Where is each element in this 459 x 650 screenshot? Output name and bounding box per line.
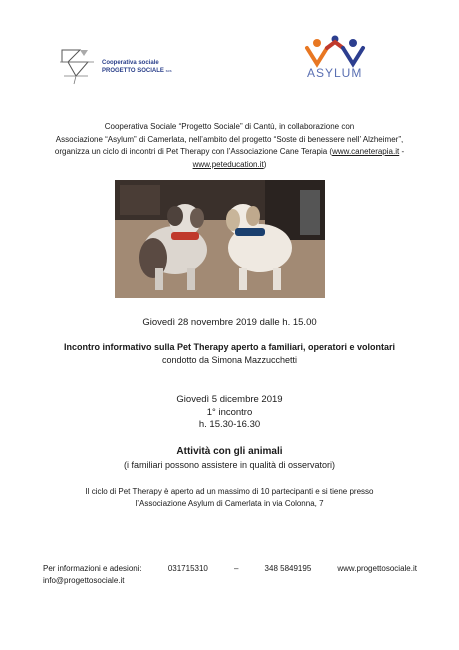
progetto-sociale-emblem-icon	[58, 46, 96, 86]
asylum-wordmark: ASYLUM	[307, 66, 363, 80]
logo-left-line1: Cooperativa sociale	[102, 60, 159, 66]
dogs-photo	[115, 180, 325, 298]
cycle-line-1: Il ciclo di Pet Therapy è aperto ad un massimo di 10 partecipanti e si tiene presso	[85, 487, 374, 496]
caneterapia-link[interactable]: www.caneterapia.it	[332, 147, 400, 156]
cycle-info	[0, 486, 459, 509]
progetto-sociale-logo	[58, 46, 188, 86]
asylum-figures-icon	[303, 34, 367, 68]
contacts-row	[43, 563, 417, 575]
asylum-logo	[303, 34, 373, 84]
email-link[interactable]: info@progettosociale.it	[43, 576, 125, 585]
intro-line-3: organizza un ciclo di incontri di Pet Therapy con l’Associazione Cane Terapia (www.caneterapia.it -	[54, 147, 405, 156]
event1-subtitle: condotto da Simona Mazzucchetti	[161, 355, 298, 365]
contacts-block	[43, 563, 417, 587]
intro-line-4: www.peteducation.it)	[192, 159, 267, 169]
event2-time: h. 15.30-16.30	[198, 419, 261, 430]
event2-block	[0, 394, 459, 432]
intro-line-1: Cooperativa Sociale “Progetto Sociale” di Cantù, in collaborazione con	[104, 122, 355, 131]
logo-left-line2: PROGETTO SOCIALE scs	[102, 68, 172, 74]
event2-date: Giovedì 5 dicembre 2019	[176, 394, 283, 405]
event2-title: Attività con gli animali	[176, 446, 283, 457]
event1-date: Giovedì 28 novembre 2019 dalle h. 15.00	[142, 317, 317, 328]
contacts-label: Per informazioni e adesioni:	[43, 564, 142, 573]
intro-line-2: Associazione “Asylum” di Camerlata, nell’ambito del progetto “Soste di benessere nell’ Alzheimer”,	[55, 134, 404, 144]
phone-2[interactable]: 348 5849195	[264, 564, 312, 573]
event1-title: Incontro informativo sulla Pet Therapy aperto a familiari, operatori e volontari	[63, 342, 396, 352]
website-link[interactable]: www.progettosociale.it	[337, 564, 417, 573]
event2-meeting: 1° incontro	[206, 406, 253, 418]
peteducation-link[interactable]: www.peteducation.it	[192, 159, 264, 169]
phone-separator: –	[233, 564, 239, 573]
intro-paragraph	[0, 121, 459, 171]
event2-subtitle: (i familiari possono assistere in qualità di osservatori)	[123, 460, 336, 470]
cycle-line-2: l’Associazione Asylum di Camerlata in via Colonna, 7	[135, 498, 324, 508]
phone-1[interactable]: 031715310	[167, 564, 208, 573]
